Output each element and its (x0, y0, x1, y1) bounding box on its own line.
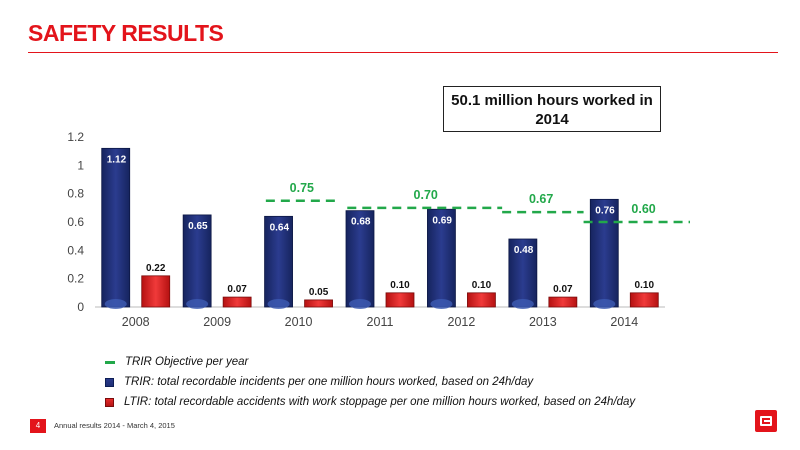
bar-ltir-2013 (549, 297, 577, 307)
y-tick-label: 1 (77, 158, 84, 173)
y-tick-label: 0.6 (67, 215, 84, 229)
y-tick-label: 0.8 (67, 186, 84, 201)
data-label-ltir: 0.10 (471, 279, 492, 291)
data-label-trir: 1.12 (106, 154, 127, 166)
data-label-ltir: 0.07 (553, 284, 573, 296)
objective-label: 0.75 (289, 180, 315, 195)
bar-trir-base (105, 299, 127, 309)
data-label-ltir: 0.10 (634, 279, 655, 291)
y-tick-label: 0.2 (67, 271, 84, 286)
objective-label: 0.67 (528, 192, 554, 207)
bar-ltir-2014 (630, 293, 658, 307)
bar-trir-2008 (102, 148, 130, 307)
x-tick-label: 2012 (447, 315, 476, 329)
objective-label: 0.70 (413, 187, 438, 202)
legend-item-objective (105, 352, 635, 372)
bar-trir-base (268, 299, 290, 309)
company-logo (755, 410, 777, 432)
data-label-trir: 0.65 (188, 220, 208, 232)
legend-trir-label: TRIR: total recordable incidents per one million hours worked, based on 24h/day (124, 376, 534, 388)
legend-trir-swatch (105, 378, 114, 387)
legend-objective-swatch (105, 361, 115, 364)
x-tick-label: 2010 (284, 315, 313, 329)
legend-ltir-swatch (105, 398, 114, 407)
data-label-trir: 0.64 (269, 222, 290, 234)
x-tick-label: 2013 (528, 315, 557, 329)
data-label-trir: 0.69 (432, 215, 452, 227)
data-label-ltir: 0.10 (390, 279, 410, 291)
y-tick-label: 0 (77, 300, 84, 314)
legend-ltir-label: LTIR: total recordable accidents with work stoppage per one million hours worked, based on 24h/day (124, 396, 636, 408)
y-tick-label: 0.4 (67, 243, 84, 258)
page-number: 4 (30, 419, 46, 433)
legend-objective-label: TRIR Objective per year (125, 356, 249, 368)
footer-text: Annual results 2014 - March 4, 2015 (54, 421, 175, 430)
data-label-trir: 0.48 (513, 245, 534, 256)
bar-ltir-2011 (386, 293, 414, 307)
legend-item-ltir (105, 392, 635, 412)
bar-ltir-2008 (142, 276, 170, 307)
bar-trir-base (512, 299, 534, 309)
bar-ltir-2009 (223, 297, 251, 307)
bar-trir-base (430, 299, 452, 309)
x-tick-label: 2008 (121, 315, 150, 329)
x-tick-label: 2014 (610, 315, 639, 329)
bar-trir-base (593, 299, 615, 309)
data-label-ltir: 0.22 (145, 262, 166, 274)
objective-label: 0.60 (631, 202, 656, 216)
bar-trir-base (349, 299, 371, 309)
page-title: SAFETY RESULTS (28, 20, 224, 46)
x-tick-label: 2009 (203, 315, 232, 329)
data-label-ltir: 0.07 (227, 284, 247, 296)
chart-legend (105, 352, 635, 412)
data-label-ltir: 0.05 (308, 286, 329, 298)
legend-item-trir (105, 372, 635, 392)
hours-worked-callout: 50.1 million hours worked in 2014 (443, 86, 661, 132)
x-tick-label: 2011 (366, 315, 394, 329)
data-label-trir: 0.68 (351, 216, 371, 228)
y-tick-label: 1.2 (67, 130, 84, 144)
bar-trir-base (186, 299, 208, 309)
bar-ltir-2012 (467, 293, 495, 307)
data-label-trir: 0.76 (595, 205, 615, 217)
bar-ltir-2010 (305, 300, 333, 307)
